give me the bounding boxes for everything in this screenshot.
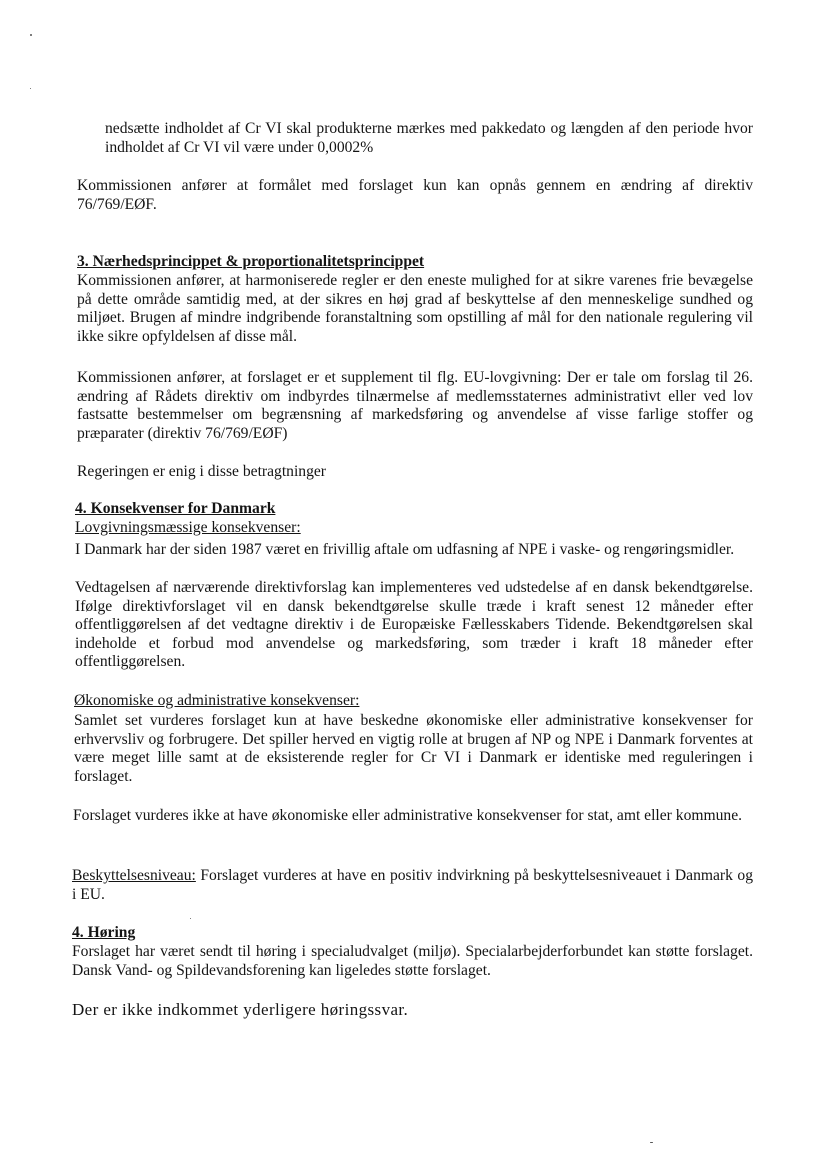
section-4-heading: 4. Konsekvenser for Danmark (75, 500, 276, 517)
economic-consequences-subheading: Økonomiske og administrative konsekvenser: (74, 692, 360, 709)
hearing-paragraph-2: Der er ikke indkommet yderligere høringssvar. (72, 1000, 409, 1019)
hearing-heading: 4. Høring (72, 924, 136, 941)
protection-level-subheading: Beskyttelsesniveau: (72, 867, 196, 884)
intro-paragraph-1: nedsætte indholdet af Cr VI skal produkterne mærkes med pakkedato og længden af den periode hvor indholdet af Cr VI vil være under 0,0002% (105, 120, 753, 156)
scan-speck (30, 88, 31, 89)
protection-level-text: Forslaget vurderes at have en positiv indvirkning på beskyttelsesniveauet i Danmark og i EU. (72, 867, 753, 903)
legal-paragraph-2: Vedtagelsen af nærværende direktivforslag kan implementeres ved udstedelse af en dansk bekendtgørelse. Ifølge direktivforslaget vil en dansk bekendtgørelse skulle træde i kraft senest 12 måneder efter offentliggørelsen af det vedtagne direktiv i de Europæiske Fællesskabers Tidende. Bekendtgørelsen skal indeholde et forbud mod anvendelse og markedsføring, som træder i kraft 18 måneder efter offentliggørelsen. (75, 579, 753, 671)
scan-speck (30, 34, 32, 36)
scan-speck (190, 918, 191, 919)
protection-level-paragraph (72, 867, 753, 904)
section-3-paragraph-2: Kommissionen anfører, at forslaget er et supplement til flg. EU-lovgivning: Der er tale om forslag til 26. ændring af Rådets direktiv om indbyrdes tilnærmelse af medlemsstaternes administrativt eller ved lov fastsatte bestemmelser om begrænsning af markedsføring og anvendelse af visse farlige stoffer og præparater (direktiv 76/769/EØF) (77, 369, 753, 442)
hearing-paragraph-1: Forslaget har været sendt til høring i specialudvalget (miljø). Specialarbejderforbundet kan støtte forslaget. Dansk Vand- og Spildevandsforening kan ligeledes støtte forslaget. (72, 943, 753, 979)
legal-consequences-subheading: Lovgivningsmæssige konsekvenser: (75, 519, 301, 536)
economic-paragraph-2: Forslaget vurderes ikke at have økonomiske eller administrative konsekvenser for stat, amt eller kommune. (73, 807, 743, 824)
economic-paragraph-1: Samlet set vurderes forslaget kun at have beskedne økonomiske eller administrative konsekvenser for erhvervsliv og forbrugere. Det spiller herved en vigtig rolle at brugen af NP og NPE i Danmark forventes at være meget lille samt at de eksisterende regler for Cr VI i Danmark er identiske med reguleringen i forslaget. (74, 712, 753, 785)
section-3-paragraph-3: Regeringen er enig i disse betragtninger (77, 463, 326, 480)
section-3-paragraph-1: Kommissionen anfører, at harmoniserede regler er den eneste mulighed for at sikre varenes frie bevægelse på dette område samtidig med, at der sikres en høj grad af beskyttelse af den menneskelige sundhed og miljøet. Brugen af mindre indgribende foranstaltning som opstilling af mål for den nationale regulering vil ikke sikre opfyldelsen af disse mål. (77, 272, 753, 345)
intro-paragraph-2: Kommissionen anfører at formålet med forslaget kun kan opnås gennem en ændring af direktiv 76/769/EØF. (77, 177, 753, 213)
legal-paragraph-1: I Danmark har der siden 1987 været en frivillig aftale om udfasning af NPE i vaske- og rengøringsmidler. (75, 541, 735, 558)
scan-speck (650, 1142, 653, 1143)
section-3-heading: 3. Nærhedsprincippet & proportionalitetsprincippet (77, 253, 425, 270)
